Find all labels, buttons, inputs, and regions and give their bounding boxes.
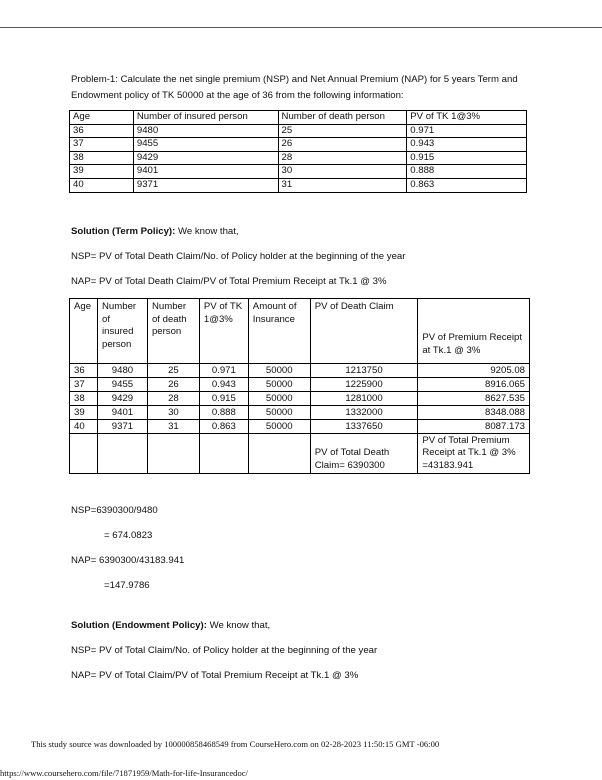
cell: 39 (70, 165, 134, 179)
cell: 39 (70, 406, 98, 420)
nsp-calc-line2: = 674.0823 (104, 530, 153, 541)
endowment-solution-heading (71, 620, 270, 631)
cell: 50000 (248, 378, 310, 392)
problem-statement: Problem-1: Calculate the net single premium (NSP) and Net Annual Premium (NAP) for 5 years Term and Endowment policy of TK 50000 at the age of 36 from the following information: (71, 74, 518, 101)
cell: 9480 (133, 124, 278, 138)
term-nap-formula: NAP= PV of Total Death Claim/PV of Total Premium Receipt at Tk.1 @ 3% (71, 276, 387, 287)
cell: 1213750 (310, 364, 418, 378)
cell: 30 (147, 406, 199, 420)
header-cell: Number of insured person (133, 111, 278, 125)
table-row (70, 138, 527, 152)
term-calculation-table (69, 298, 530, 474)
info-table-header (70, 111, 527, 125)
total-death-claim-cell: PV of Total Death Claim= 6390300 (310, 434, 418, 474)
totals-row (70, 434, 530, 474)
cell: 9429 (97, 392, 147, 406)
endowment-nap-formula: NAP= PV of Total Claim/PV of Total Premium Receipt at Tk.1 @ 3% (71, 670, 359, 681)
header-cell: Amount of Insurance (248, 299, 310, 364)
heading-intro: We know that, (175, 226, 239, 237)
header-cell (418, 299, 530, 364)
cell: 25 (147, 364, 199, 378)
cell: 40 (70, 178, 134, 192)
table-row (70, 151, 527, 165)
cell: 36 (70, 364, 98, 378)
nap-calc-line2: =147.9786 (104, 580, 150, 591)
cell: 1337650 (310, 420, 418, 434)
table-row (70, 420, 530, 434)
cell: 0.915 (199, 392, 248, 406)
table-row (70, 392, 530, 406)
cell: 26 (147, 378, 199, 392)
cell: 9371 (97, 420, 147, 434)
cell: 25 (278, 124, 407, 138)
table-row (70, 364, 530, 378)
source-url: https://www.coursehero.com/file/71871959/Math-for-life-Insurancedoc/ (0, 768, 248, 778)
term-nsp-formula: NSP= PV of Total Death Claim/No. of Policy holder at the beginning of the year (71, 251, 406, 262)
empty-cell (199, 434, 248, 474)
cell: 9371 (133, 178, 278, 192)
cell: 9455 (97, 378, 147, 392)
header-cell: Age (70, 111, 134, 125)
cell: 0.943 (407, 138, 527, 152)
empty-cell (70, 434, 98, 474)
cell: 9429 (133, 151, 278, 165)
cell: 1281000 (310, 392, 418, 406)
table-row (70, 124, 527, 138)
cell: 8916.065 (418, 378, 530, 392)
term-solution-heading (71, 226, 239, 237)
heading-intro: We know that, (206, 620, 271, 631)
cell: 0.863 (407, 178, 527, 192)
cell: 0.971 (199, 364, 248, 378)
cell: 8087.173 (418, 420, 530, 434)
table-row (70, 165, 527, 179)
cell: 0.971 (407, 124, 527, 138)
cell: 50000 (248, 392, 310, 406)
cell: 8627.535 (418, 392, 530, 406)
calc-table-header (70, 299, 530, 364)
nap-calc-line1: NAP= 6390300/43183.941 (71, 555, 185, 566)
cell: 50000 (248, 420, 310, 434)
top-divider (0, 27, 602, 28)
info-table (69, 110, 527, 193)
header-cell: Number of death person (147, 299, 199, 364)
download-source-note: This study source was downloaded by 100000858468549 from CourseHero.com on 02-28-2023 11:50:15 GMT -06:00 (31, 739, 440, 749)
cell: 26 (278, 138, 407, 152)
cell: 37 (70, 378, 98, 392)
header-cell: Number of insured person (97, 299, 147, 364)
cell: 9205.08 (418, 364, 530, 378)
header-cell: PV of Death Claim (310, 299, 418, 364)
heading-label: Solution (Endowment Policy): (71, 620, 207, 631)
table-row (70, 178, 527, 192)
cell: 0.863 (199, 420, 248, 434)
cell: 0.915 (407, 151, 527, 165)
endowment-nsp-formula: NSP= PV of Total Claim/No. of Policy holder at the beginning of the year (71, 645, 378, 656)
cell: 30 (278, 165, 407, 179)
cell: 0.888 (407, 165, 527, 179)
heading-label: Solution (Term Policy): (71, 226, 176, 237)
empty-cell (147, 434, 199, 474)
cell: 38 (70, 392, 98, 406)
header-cell: Number of death person (278, 111, 407, 125)
cell: 0.888 (199, 406, 248, 420)
table-row (70, 378, 530, 392)
nsp-calc-line1: NSP=6390300/9480 (71, 505, 158, 516)
header-label: PV of Premium Receipt at Tk.1 @ 3% (422, 332, 523, 356)
header-cell: PV of TK 1@3% (199, 299, 248, 364)
cell: 1332000 (310, 406, 418, 420)
cell: 36 (70, 124, 134, 138)
header-cell: Age (70, 299, 98, 364)
cell: 28 (147, 392, 199, 406)
header-cell: PV of TK 1@3% (407, 111, 527, 125)
cell: 37 (70, 138, 134, 152)
cell: 28 (278, 151, 407, 165)
total-premium-cell: PV of Total Premium Receipt at Tk.1 @ 3% =43183.941 (418, 434, 530, 474)
cell: 0.943 (199, 378, 248, 392)
cell: 50000 (248, 364, 310, 378)
cell: 9401 (133, 165, 278, 179)
cell: 9480 (97, 364, 147, 378)
table-row (70, 406, 530, 420)
cell: 50000 (248, 406, 310, 420)
cell: 38 (70, 151, 134, 165)
cell: 31 (278, 178, 407, 192)
cell: 1225900 (310, 378, 418, 392)
empty-cell (97, 434, 147, 474)
cell: 40 (70, 420, 98, 434)
cell: 8348.088 (418, 406, 530, 420)
cell: 9455 (133, 138, 278, 152)
cell: 31 (147, 420, 199, 434)
empty-cell (248, 434, 310, 474)
cell: 9401 (97, 406, 147, 420)
